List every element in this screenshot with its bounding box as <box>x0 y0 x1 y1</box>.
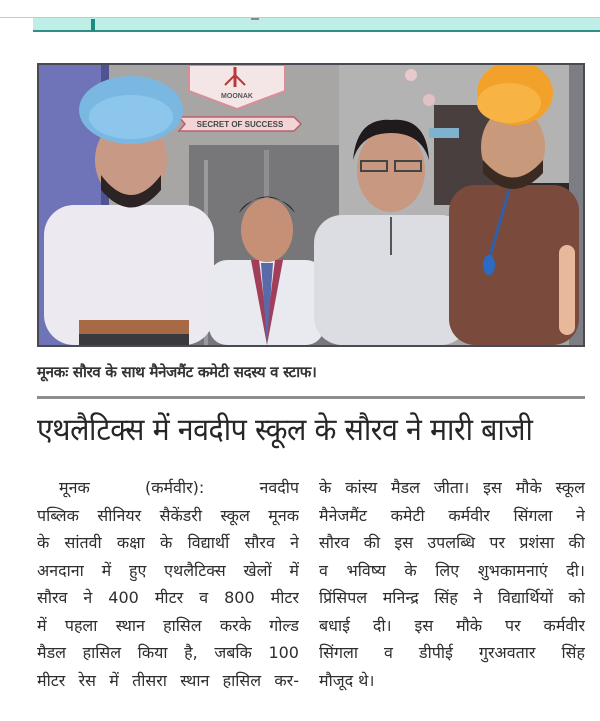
caption-divider <box>37 396 585 399</box>
body-line: के सांतवी कक्षा के विद्यार्थी सौरव ने <box>37 533 299 552</box>
photo-caption: मूनकः सौरव के साथ मैनेजमैंट कमेटी सदस्य व स्टाफ। <box>37 363 317 381</box>
header-bar-tick <box>91 19 95 31</box>
header-bar-mark <box>251 18 259 20</box>
body-line: सौरव की इस उपलब्धि पर प्रशंसा की <box>319 533 585 552</box>
sign-moonak-text: MOONAK <box>221 93 253 100</box>
body-line: सौरव ने 400 मीटर व 800 मीटर <box>37 588 299 607</box>
body-line: पब्लिक सीनियर सैकेंडरी स्कूल मूनक <box>37 505 299 525</box>
sign-banner-text: SECRET OF SUCCESS <box>196 120 284 129</box>
body-line: मैनेजमैंट कमेटी कर्मवीर सिंगला ने <box>319 505 585 525</box>
body-line: के कांस्य मैडल जीता। इस मौके स्कूल <box>319 478 585 497</box>
body-line: में पहला स्थान हासिल करके गोल्ड <box>37 615 299 635</box>
headline: एथलैटिक्स में नवदीप स्कूल के सौरव ने मारी बाजी <box>37 412 533 448</box>
body-line: बधाई दी। इस मौके पर कर्मवीर <box>319 615 585 635</box>
body-line: अनदाना में हुए एथलैटिक्स खेलों में <box>37 560 299 580</box>
body-line: मूनक (कर्मवीर): नवदीप <box>59 478 299 497</box>
body-line: मौजूद थे। <box>319 670 375 690</box>
body-line: मीटर रेस में तीसरा स्थान हासिल कर- <box>37 670 299 690</box>
body-line: प्रिंसिपल मनिन्द्र सिंह ने विद्यार्थियों को <box>319 588 585 607</box>
article-column-1 <box>37 474 299 694</box>
section-header-bar <box>33 18 600 32</box>
body-line: व भविष्य के लिए शुभकामनाएं दी। <box>319 560 585 580</box>
body-line: सिंगला व डीपीई गुरअवतार सिंह <box>319 643 585 662</box>
body-line: मैडल हासिल किया है, जबकि 100 <box>37 643 299 662</box>
news-photo <box>37 63 585 347</box>
photo-illustration <box>39 65 583 345</box>
article-column-2 <box>319 474 585 694</box>
